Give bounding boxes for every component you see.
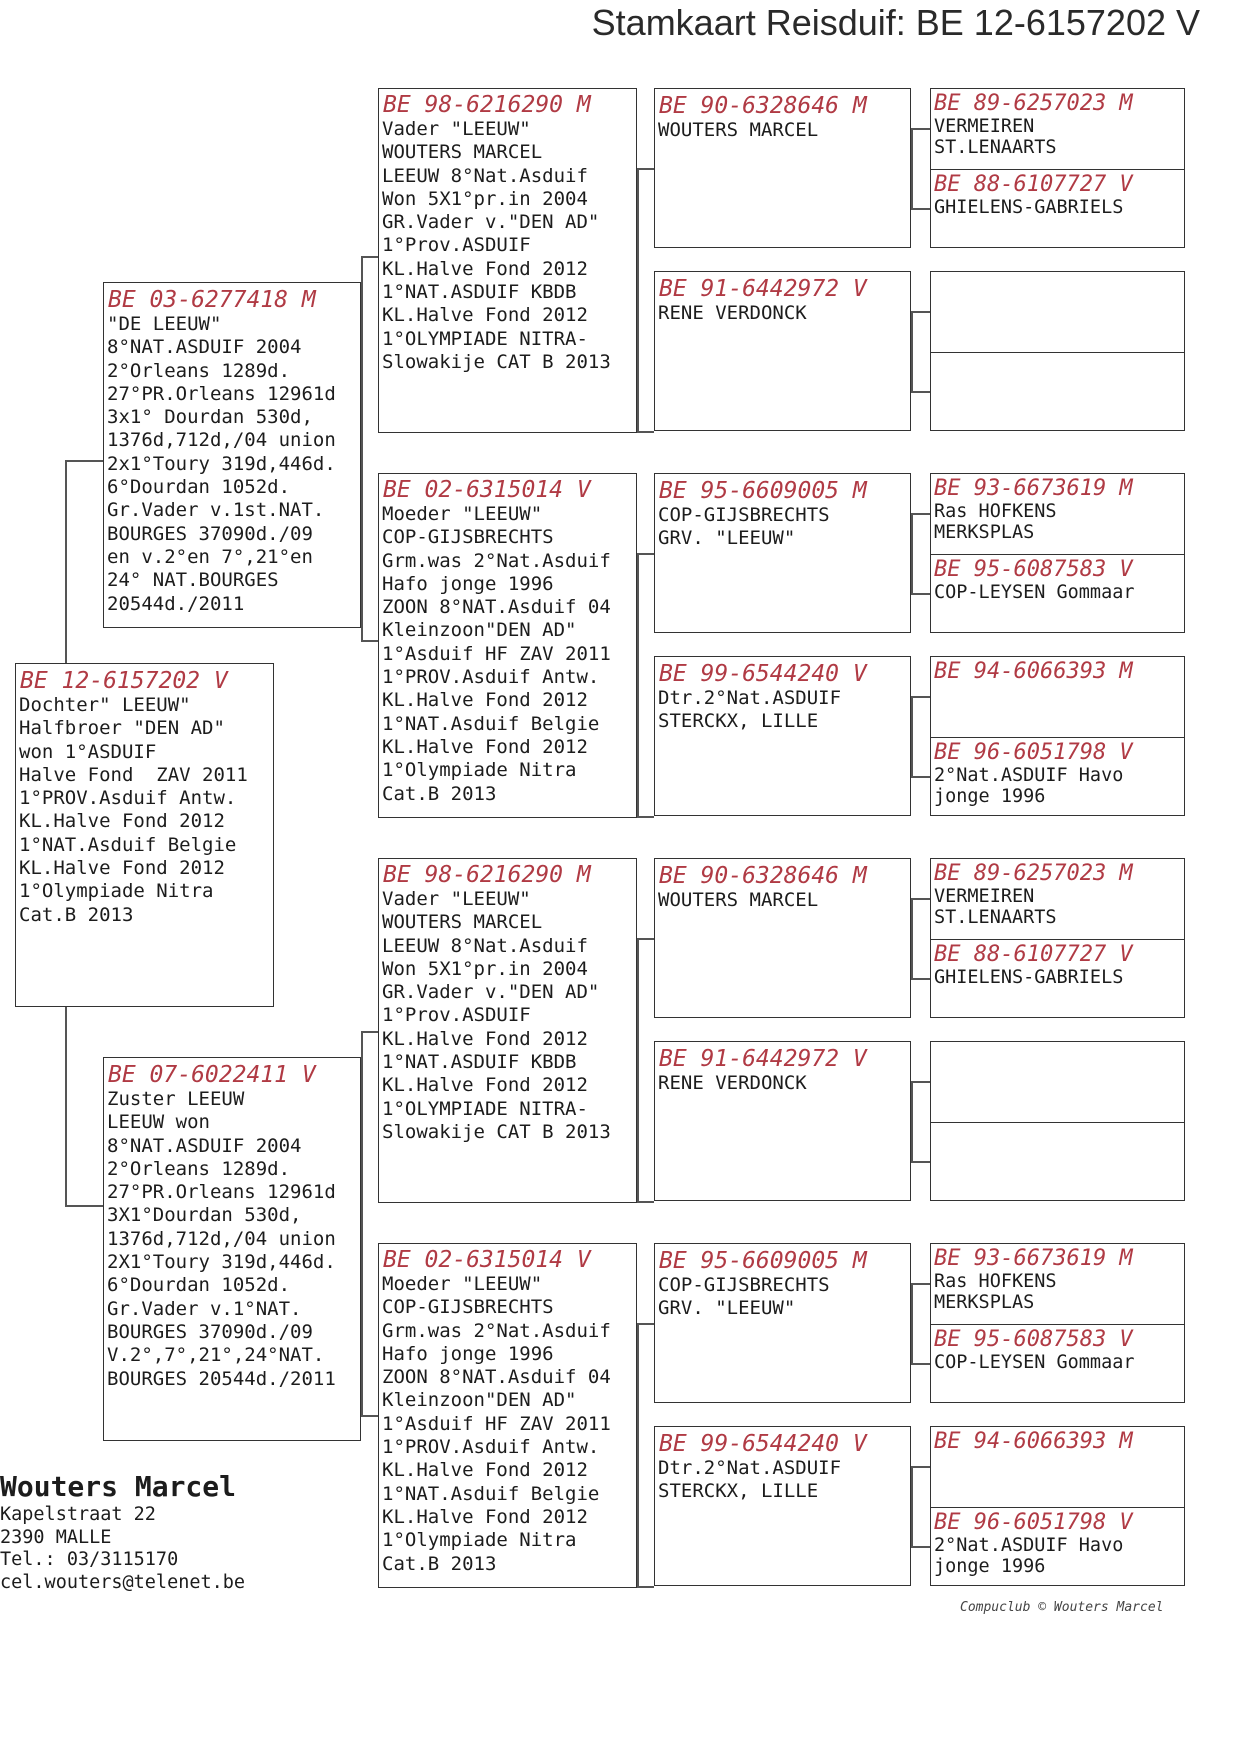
pigeon-info-line: Halve Fond ZAV 2011 xyxy=(19,763,248,786)
connector-line xyxy=(911,898,930,900)
great-grandparent-5 xyxy=(654,858,911,1018)
pigeon-info-line: VERMEIREN xyxy=(934,116,1035,137)
ring-number xyxy=(931,353,1184,355)
ring-number: BE 03-6277418 M xyxy=(108,287,316,313)
connector-line xyxy=(911,1363,930,1365)
pigeon-info-line: BOURGES 37090d./09 xyxy=(107,522,313,545)
connector-line xyxy=(361,640,378,642)
breeder-info xyxy=(0,1470,245,1594)
ancestor-slot xyxy=(931,1427,1184,1507)
pigeon-info-line: COP-GIJSBRECHTS xyxy=(658,1274,830,1296)
pigeon-info-line: Kleinzoon"DEN AD" xyxy=(382,619,577,642)
connector-line xyxy=(637,1586,654,1588)
ring-number: BE 96-6051798 V xyxy=(934,740,1133,765)
connector-line xyxy=(361,1031,378,1033)
connector-line xyxy=(637,168,639,431)
pigeon-info-line: Ras HOFKENS xyxy=(934,501,1057,522)
pigeon-info-line: STERCKX, LILLE xyxy=(658,710,819,733)
connector-line xyxy=(911,776,930,778)
connector-line xyxy=(361,256,363,640)
connector-line xyxy=(911,513,930,515)
pigeon-info-line: 1°Asduif HF ZAV 2011 xyxy=(382,642,611,665)
connector-line xyxy=(65,1205,103,1207)
pigeon-info-line: Won 5X1°pr.in 2004 xyxy=(382,957,588,980)
pigeon-info-line: LEEUW 8°Nat.Asduif xyxy=(382,934,588,957)
pigeon-info-line: Gr.Vader v.1°NAT. xyxy=(107,1297,302,1320)
pigeon-info-line: 27°PR.Orleans 12961d xyxy=(107,382,336,405)
pigeon-info-line: RENE VERDONCK xyxy=(658,302,807,324)
pigeon-info-line: 27°PR.Orleans 12961d xyxy=(107,1181,336,1204)
connector-line xyxy=(911,128,930,130)
ring-number: BE 95-6609005 M xyxy=(659,1248,867,1274)
connector-line xyxy=(361,256,378,258)
mother-pigeon xyxy=(103,1057,361,1441)
ring-number: BE 89-6257023 M xyxy=(934,861,1133,886)
connector-line xyxy=(637,938,639,1201)
breeder-email: cel.wouters@telenet.be xyxy=(0,1571,246,1593)
ring-number: BE 94-6066393 M xyxy=(934,659,1133,684)
pigeon-info-line: jonge 1996 xyxy=(934,1556,1046,1577)
pigeon-info-line: RENE VERDONCK xyxy=(658,1072,807,1094)
pigeon-info-line: Dochter" LEEUW" xyxy=(19,694,191,716)
pigeon-info-line: GR.Vader v."DEN AD" xyxy=(382,211,600,234)
ring-number: BE 91-6442972 V xyxy=(659,1046,867,1072)
pigeon-info-line: Moeder "LEEUW" xyxy=(382,1273,543,1295)
pigeon-info-line: Halfbroer "DEN AD" xyxy=(19,717,225,740)
pigeon-info-line: Dtr.2°Nat.ASDUIF xyxy=(658,687,842,709)
footer-credit: Compuclub © Wouters Marcel xyxy=(960,1600,1164,1615)
pigeon-info-line: Vader "LEEUW" xyxy=(382,118,531,140)
pigeon-info-line: WOUTERS MARCEL xyxy=(382,911,543,934)
pigeon-info-line: Slowakije CAT B 2013 xyxy=(382,350,611,373)
connector-line xyxy=(361,1031,363,1415)
ring-number: BE 98-6216290 M xyxy=(383,92,591,118)
connector-line xyxy=(911,898,913,978)
father-pigeon xyxy=(103,282,361,628)
pigeon-info-line: GRV. "LEEUW" xyxy=(658,527,796,550)
ring-number: BE 88-6107727 V xyxy=(934,942,1133,967)
connector-line xyxy=(911,311,930,313)
pigeon-info-line: Grm.was 2°Nat.Asduif xyxy=(382,549,611,572)
ancestor-slot xyxy=(931,1507,1184,1586)
ring-number: BE 12-6157202 V xyxy=(20,668,228,694)
pigeon-info-line: Grm.was 2°Nat.Asduif xyxy=(382,1319,611,1342)
pigeon-info-line: COP-GIJSBRECHTS xyxy=(658,504,830,526)
pigeon-info-line: ST.LENAARTS xyxy=(934,907,1057,928)
pigeon-info-line: 3x1° Dourdan 530d, xyxy=(107,406,313,429)
pigeon-info-line: COP-LEYSEN Gommaar xyxy=(934,1352,1135,1373)
pigeon-info-line: GRV. "LEEUW" xyxy=(658,1297,796,1320)
connector-line xyxy=(637,816,654,818)
ancestor-slot xyxy=(931,1324,1184,1403)
pigeon-info-line: 2x1°Toury 319d,446d. xyxy=(107,452,336,475)
ring-number xyxy=(931,1042,1184,1044)
ring-number: BE 96-6051798 V xyxy=(934,1510,1133,1535)
pigeon-info-line: 1°PROV.Asduif Antw. xyxy=(382,666,600,689)
pigeon-info-line: LEEUW won xyxy=(107,1111,210,1134)
ring-number: BE 90-6328646 M xyxy=(659,93,867,119)
pigeon-info-line: GHIELENS-GABRIELS xyxy=(934,967,1124,988)
great-grandparent-3 xyxy=(654,473,911,633)
pigeon-info-line: KL.Halve Fond 2012 xyxy=(382,1459,588,1482)
pigeon-info-line: 1°PROV.Asduif Antw. xyxy=(19,787,237,810)
great-grandparent-1 xyxy=(654,88,911,248)
pigeon-info-line: 1°PROV.Asduif Antw. xyxy=(382,1436,600,1459)
ancestor-slot xyxy=(931,737,1184,816)
ring-number: BE 93-6673619 M xyxy=(934,1246,1133,1271)
pigeon-info-line: 1°Asduif HF ZAV 2011 xyxy=(382,1412,611,1435)
pigeon-info-line: MERKSPLAS xyxy=(934,1292,1035,1313)
ring-number xyxy=(931,1123,1184,1125)
ring-number: BE 91-6442972 V xyxy=(659,276,867,302)
ancestor-slot xyxy=(931,939,1184,1018)
pigeon-info-line: 1°NAT.Asduif Belgie xyxy=(382,1482,600,1505)
ring-number: BE 02-6315014 V xyxy=(383,477,591,503)
pigeon-info-line: MERKSPLAS xyxy=(934,522,1035,543)
pigeon-info-line: 1376d,712d,/04 union xyxy=(107,429,336,452)
connector-line xyxy=(911,1546,930,1548)
pigeon-info-line: 1°NAT.ASDUIF KBDB xyxy=(382,1051,577,1074)
pigeon-info-line: GHIELENS-GABRIELS xyxy=(934,197,1124,218)
pigeon-info-line: 1°OLYMPIADE NITRA- xyxy=(382,327,588,350)
pigeon-info-line: KL.Halve Fond 2012 xyxy=(382,304,588,327)
ancestor-slot xyxy=(931,89,1184,169)
pigeon-info-line: BOURGES 37090d./09 xyxy=(107,1320,313,1343)
connector-line xyxy=(637,1201,654,1203)
connector-line xyxy=(911,1466,930,1468)
connector-line xyxy=(65,1007,67,1205)
breeder-name: Wouters Marcel xyxy=(0,1470,237,1503)
pigeon-info-line: KL.Halve Fond 2012 xyxy=(382,1074,588,1097)
pigeon-info-line: GR.Vader v."DEN AD" xyxy=(382,981,600,1004)
grandparent-1 xyxy=(378,88,637,433)
connector-line xyxy=(637,431,654,433)
ancestor-slot xyxy=(931,554,1184,633)
subject-pigeon xyxy=(15,663,274,1007)
pigeon-info-line: KL.Halve Fond 2012 xyxy=(382,689,588,712)
ancestor-slot xyxy=(931,1244,1184,1324)
ring-number: BE 07-6022411 V xyxy=(108,1062,316,1088)
pigeon-info-line: ZOON 8°NAT.Asduif 04 xyxy=(382,1366,611,1389)
pigeon-info-line: 1°Olympiade Nitra xyxy=(382,759,577,782)
ring-number xyxy=(931,272,1184,274)
connector-line xyxy=(637,1323,654,1325)
pigeon-info-line: Ras HOFKENS xyxy=(934,1271,1057,1292)
connector-line xyxy=(911,1161,930,1163)
great-grandparent-8 xyxy=(654,1426,911,1586)
pigeon-info-line: 1°Prov.ASDUIF xyxy=(382,234,531,257)
connector-line xyxy=(911,696,930,698)
ring-number: BE 99-6544240 V xyxy=(659,1431,867,1457)
pigeon-info-line: COP-GIJSBRECHTS xyxy=(382,526,554,549)
pigeon-info-line: Hafo jonge 1996 xyxy=(382,572,554,595)
ancestor-slot xyxy=(931,272,1184,352)
pigeon-info-line: 1°NAT.ASDUIF KBDB xyxy=(382,281,577,304)
ring-number: BE 99-6544240 V xyxy=(659,661,867,687)
pigeon-info-line: 1°NAT.Asduif Belgie xyxy=(19,833,237,856)
pigeon-info-line: Moeder "LEEUW" xyxy=(382,503,543,525)
ring-number: BE 02-6315014 V xyxy=(383,1247,591,1273)
pigeon-info-line: 1°OLYMPIADE NITRA- xyxy=(382,1097,588,1120)
ring-number: BE 94-6066393 M xyxy=(934,1429,1133,1454)
pigeon-info-line: 24° NAT.BOURGES xyxy=(107,569,279,592)
pigeon-info-line: LEEUW 8°Nat.Asduif xyxy=(382,164,588,187)
pigeon-info-line: 1°Olympiade Nitra xyxy=(19,880,214,903)
connector-line xyxy=(911,128,913,208)
pigeon-info-line: KL.Halve Fond 2012 xyxy=(19,857,225,880)
ancestor-slot xyxy=(931,1122,1184,1201)
pigeon-info-line: 6°Dourdan 1052d. xyxy=(107,476,291,499)
ancestor-slot xyxy=(931,352,1184,431)
ancestor-slot xyxy=(931,657,1184,737)
pigeon-info-line: COP-GIJSBRECHTS xyxy=(382,1296,554,1319)
connector-line xyxy=(911,1283,930,1285)
connector-line xyxy=(911,1081,913,1161)
connector-line xyxy=(911,593,930,595)
pigeon-info-line: Dtr.2°Nat.ASDUIF xyxy=(658,1457,842,1479)
pigeon-info-line: won 1°ASDUIF xyxy=(19,740,157,763)
connector-line xyxy=(911,208,930,210)
connector-line xyxy=(911,513,913,593)
pigeon-info-line: jonge 1996 xyxy=(934,786,1046,807)
pigeon-info-line: 8°NAT.ASDUIF 2004 xyxy=(107,1134,302,1157)
pigeon-info-line: Cat.B 2013 xyxy=(382,782,497,805)
ring-number: BE 95-6087583 V xyxy=(934,557,1133,582)
connector-line xyxy=(637,938,654,940)
page-title: Stamkaart Reisduif: BE 12-6157202 V xyxy=(591,2,1200,43)
pigeon-info-line: WOUTERS MARCEL xyxy=(658,119,819,141)
pigeon-info-line: 2°Orleans 1289d. xyxy=(107,1157,291,1180)
connector-line xyxy=(911,1466,913,1546)
grandparent-4 xyxy=(378,1243,637,1588)
pigeon-info-line: VERMEIREN xyxy=(934,886,1035,907)
pigeon-info-line: 2°Nat.ASDUIF Havo xyxy=(934,765,1124,786)
pigeon-info-line: 1376d,712d,/04 union xyxy=(107,1227,336,1250)
connector-line xyxy=(361,1415,378,1417)
ancestor-slot xyxy=(931,859,1184,939)
great-grandparent-7 xyxy=(654,1243,911,1403)
great-great-grandparents-pair-8 xyxy=(930,1426,1185,1586)
ring-number: BE 98-6216290 M xyxy=(383,862,591,888)
pigeon-info-line: Hafo jonge 1996 xyxy=(382,1342,554,1365)
pigeon-info-line: KL.Halve Fond 2012 xyxy=(382,257,588,280)
great-grandparent-6 xyxy=(654,1041,911,1201)
connector-line xyxy=(911,978,930,980)
ring-number: BE 95-6609005 M xyxy=(659,478,867,504)
connector-line xyxy=(637,168,654,170)
great-grandparent-2 xyxy=(654,271,911,431)
pigeon-info-line: Vader "LEEUW" xyxy=(382,888,531,910)
ancestor-slot xyxy=(931,169,1184,248)
connector-line xyxy=(911,696,913,776)
pigeon-info-line: COP-LEYSEN Gommaar xyxy=(934,582,1135,603)
breeder-city: 2390 MALLE xyxy=(0,1526,112,1548)
great-great-grandparents-pair-6 xyxy=(930,1041,1185,1201)
pigeon-info-line: WOUTERS MARCEL xyxy=(658,889,819,911)
great-grandparent-4 xyxy=(654,656,911,816)
breeder-phone: Tel.: 03/3115170 xyxy=(0,1549,179,1571)
great-great-grandparents-pair-3 xyxy=(930,473,1185,633)
ring-number: BE 88-6107727 V xyxy=(934,172,1133,197)
pigeon-info-line: Slowakije CAT B 2013 xyxy=(382,1120,611,1143)
pigeon-info-line: 1°NAT.Asduif Belgie xyxy=(382,712,600,735)
pigeon-info-line: en v.2°en 7°,21°en xyxy=(107,545,313,568)
ancestor-slot xyxy=(931,474,1184,554)
pigeon-info-line: Cat.B 2013 xyxy=(19,903,134,926)
pigeon-info-line: Cat.B 2013 xyxy=(382,1552,497,1575)
pigeon-info-line: KL.Halve Fond 2012 xyxy=(382,1505,588,1528)
ring-number: BE 93-6673619 M xyxy=(934,476,1133,501)
connector-line xyxy=(911,1283,913,1363)
pigeon-info-line: 8°NAT.ASDUIF 2004 xyxy=(107,336,302,359)
pigeon-info-line: 2°Orleans 1289d. xyxy=(107,359,291,382)
pigeon-info-line: 2°Nat.ASDUIF Havo xyxy=(934,1535,1124,1556)
connector-line xyxy=(637,1323,639,1586)
connector-line xyxy=(911,1081,930,1083)
pigeon-info-line: 20544d./2011 xyxy=(107,592,245,615)
great-great-grandparents-pair-7 xyxy=(930,1243,1185,1403)
connector-line xyxy=(65,460,103,462)
pigeon-info-line: 1°Prov.ASDUIF xyxy=(382,1004,531,1027)
pigeon-info-line: 1°Olympiade Nitra xyxy=(382,1529,577,1552)
ring-number: BE 95-6087583 V xyxy=(934,1327,1133,1352)
pigeon-info-line: KL.Halve Fond 2012 xyxy=(382,735,588,758)
pigeon-info-line: KL.Halve Fond 2012 xyxy=(382,1027,588,1050)
pigeon-info-line: Gr.Vader v.1st.NAT. xyxy=(107,499,325,522)
pigeon-info-line: 6°Dourdan 1052d. xyxy=(107,1274,291,1297)
connector-line xyxy=(911,311,913,391)
ancestor-slot xyxy=(931,1042,1184,1122)
ring-number: BE 90-6328646 M xyxy=(659,863,867,889)
grandparent-2 xyxy=(378,473,637,818)
ring-number: BE 89-6257023 M xyxy=(934,91,1133,116)
pigeon-info-line: ST.LENAARTS xyxy=(934,137,1057,158)
pigeon-info-line: KL.Halve Fond 2012 xyxy=(19,810,225,833)
great-great-grandparents-pair-5 xyxy=(930,858,1185,1018)
pigeon-info-line: BOURGES 20544d./2011 xyxy=(107,1367,336,1390)
connector-line xyxy=(65,460,67,663)
pigeon-info-line: ZOON 8°NAT.Asduif 04 xyxy=(382,596,611,619)
pigeon-info-line: Kleinzoon"DEN AD" xyxy=(382,1389,577,1412)
pigeon-info-line: Zuster LEEUW xyxy=(107,1088,245,1110)
connector-line xyxy=(637,553,654,555)
pigeon-info-line: V.2°,7°,21°,24°NAT. xyxy=(107,1344,325,1367)
great-great-grandparents-pair-1 xyxy=(930,88,1185,248)
connector-line xyxy=(637,553,639,816)
connector-line xyxy=(911,391,930,393)
pigeon-info-line: 3X1°Dourdan 530d, xyxy=(107,1204,302,1227)
breeder-address: Kapelstraat 22 xyxy=(0,1504,156,1525)
pigeon-info-line: WOUTERS MARCEL xyxy=(382,141,543,164)
pigeon-info-line: Won 5X1°pr.in 2004 xyxy=(382,187,588,210)
pigeon-info-line: STERCKX, LILLE xyxy=(658,1480,819,1503)
pigeon-info-line: "DE LEEUW" xyxy=(107,313,222,335)
grandparent-3 xyxy=(378,858,637,1203)
pigeon-info-line: 2X1°Toury 319d,446d. xyxy=(107,1251,336,1274)
great-great-grandparents-pair-2 xyxy=(930,271,1185,431)
great-great-grandparents-pair-4 xyxy=(930,656,1185,816)
